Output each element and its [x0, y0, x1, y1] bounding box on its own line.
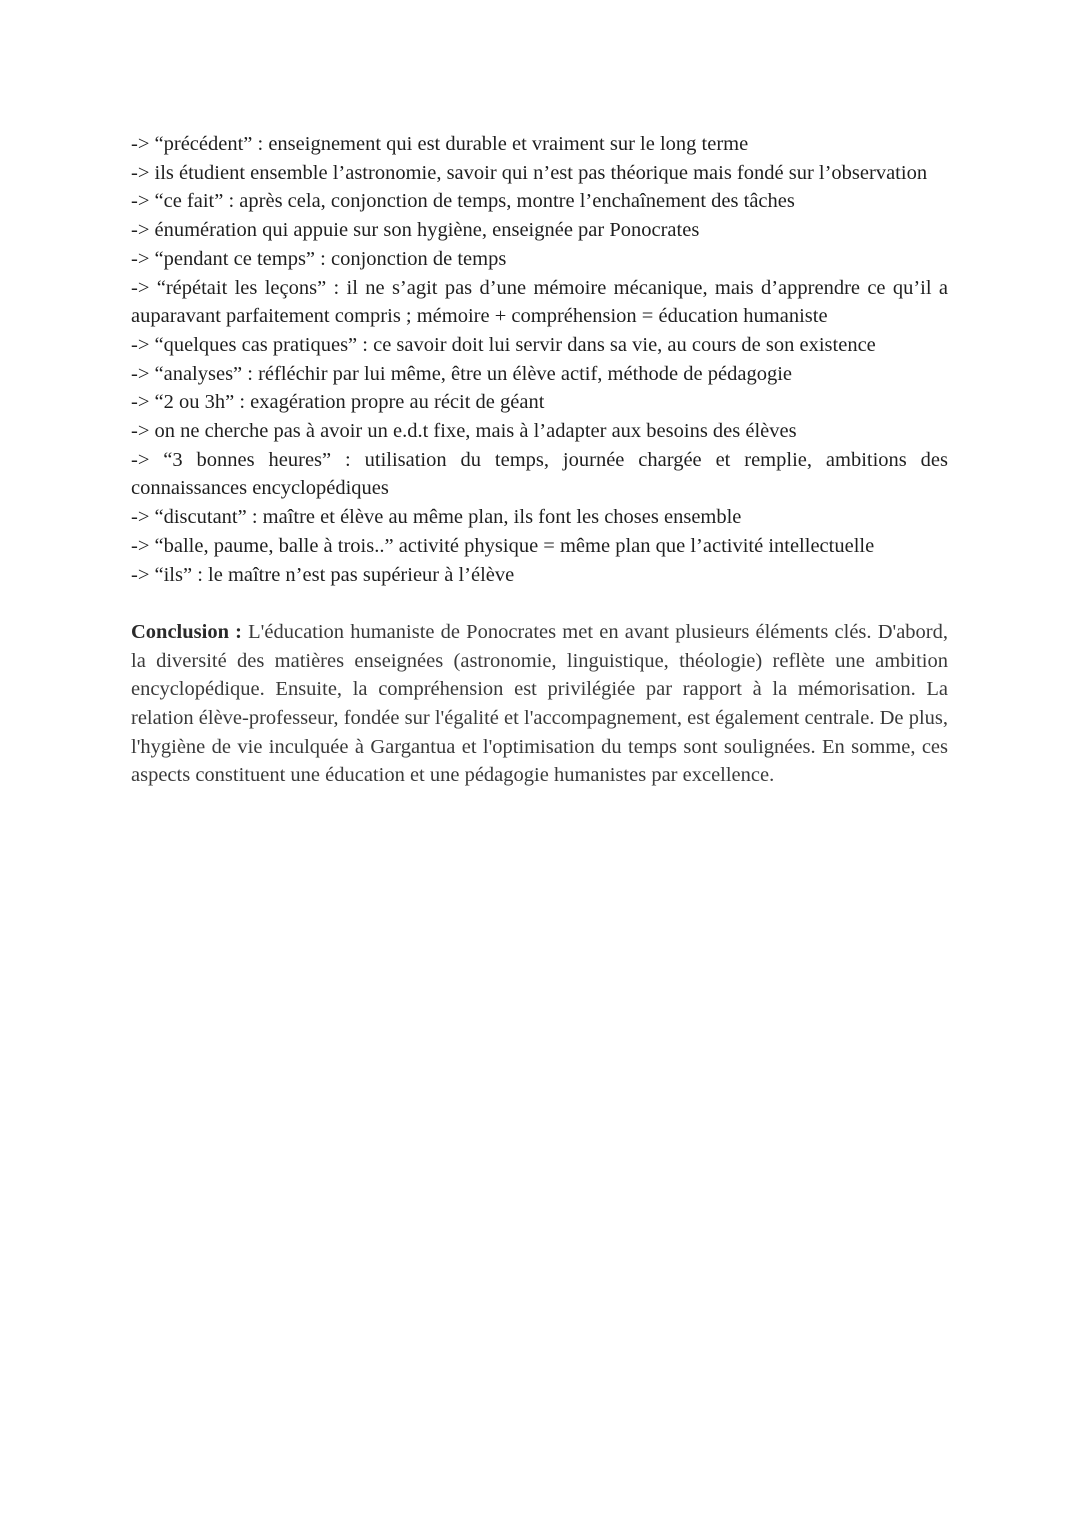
- note-item: -> “3 bonnes heures” : utilisation du temps, journée chargée et remplie, ambitions des connaissances encyclopédiques: [131, 448, 948, 500]
- conclusion-label: Conclusion :: [131, 620, 242, 643]
- note-item: -> “balle, paume, balle à trois..” activité physique = même plan que l’activité intellectuelle: [131, 534, 875, 557]
- note-item: -> “ils” : le maître n’est pas supérieur à l’élève: [131, 563, 515, 586]
- note-item: -> “quelques cas pratiques” : ce savoir doit lui servir dans sa vie, au cours de son existence: [131, 333, 876, 356]
- note-item: -> “précédent” : enseignement qui est durable et vraiment sur le long terme: [131, 133, 749, 155]
- note-item: -> ils étudient ensemble l’astronomie, savoir qui n’est pas théorique mais fondé sur l’observation: [131, 161, 928, 184]
- note-item: -> on ne cherche pas à avoir un e.d.t fixe, mais à l’adapter aux besoins des élèves: [131, 420, 797, 443]
- note-item: -> “analyses” : réfléchir par lui même, être un élève actif, méthode de pédagogie: [131, 362, 792, 385]
- note-item: -> “discutant” : maître et élève au même plan, ils font les choses ensemble: [131, 506, 742, 529]
- note-item: -> “pendant ce temps” : conjonction de temps: [131, 247, 507, 270]
- analysis-notes-list: [131, 130, 948, 589]
- document-body: [131, 130, 948, 811]
- conclusion-text: L'éducation humaniste de Ponocrates met en avant plusieurs éléments clés. D'abord, la diversité des matières enseignées (astronomie, linguistique, théologie) reflète une ambition encyclopédique. Ensuite, la compréhension est privilégiée par rapport à la mémorisation. La relation élève-professeur, fondée sur l'égalité et l'accompagnement, est également centrale. De plus, l'hygiène de vie inculquée à Gargantua et l'optimisation du temps sont soulignées. En somme, ces aspects constituent une éducation et une pédagogie humanistes par excellence.: [131, 620, 948, 787]
- conclusion-paragraph: [131, 618, 948, 790]
- note-item: -> “2 ou 3h” : exagération propre au récit de géant: [131, 391, 545, 414]
- note-item: -> énumération qui appuie sur son hygiène, enseignée par Ponocrates: [131, 219, 700, 242]
- note-item: -> “ce fait” : après cela, conjonction de temps, montre l’enchaînement des tâches: [131, 190, 795, 213]
- note-item: -> “répétait les leçons” : il ne s’agit pas d’une mémoire mécanique, mais d’apprendre ce qu’il a auparavant parfaitement compris ; mémoire + compréhension = éducation humaniste: [131, 276, 948, 328]
